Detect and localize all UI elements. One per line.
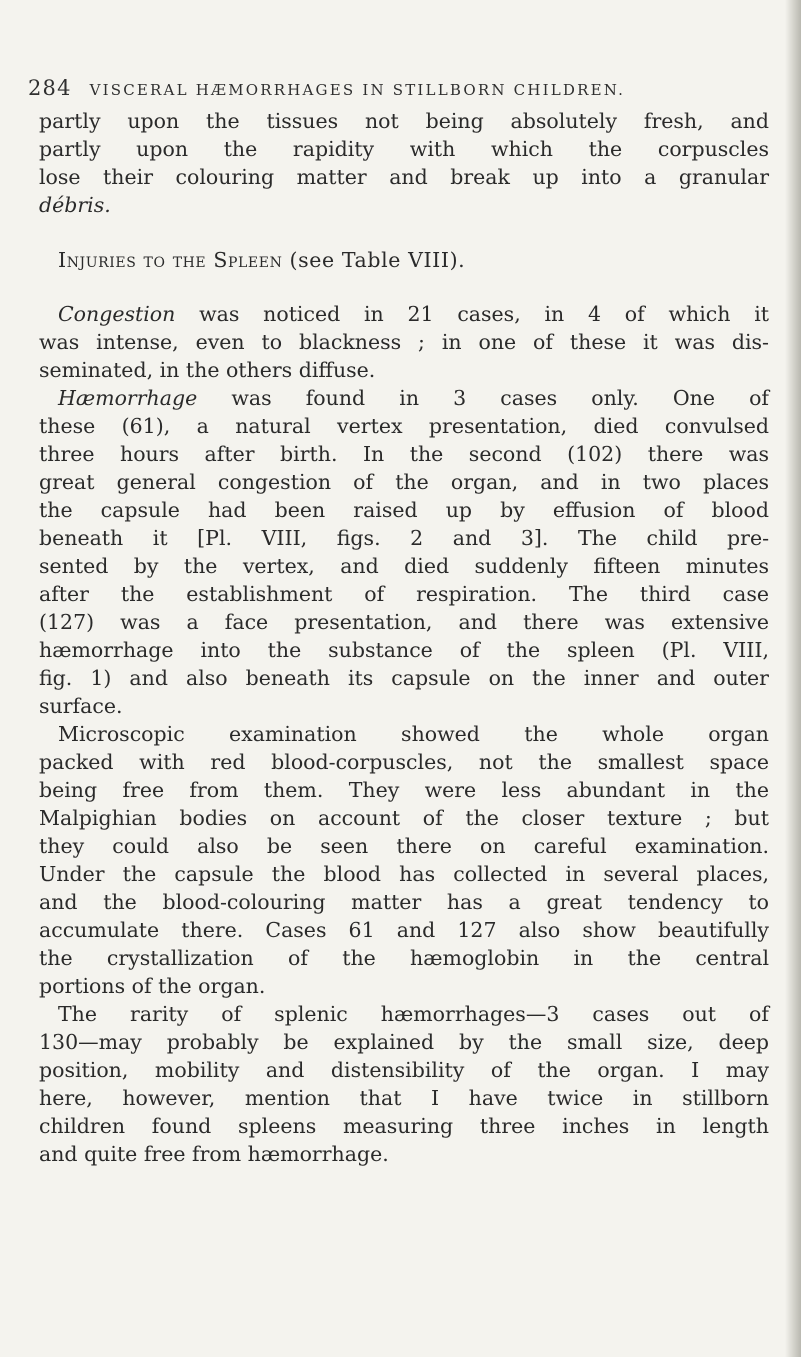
text-line: (127) was a face presentation, and there was extensive [39, 610, 769, 634]
text-line: after the establishment of respiration. The third case [39, 582, 769, 606]
section-title: Injuries to the Spleen [58, 248, 283, 272]
text-line: partly upon the rapidity with which the corpuscles [39, 137, 769, 161]
text-line: portions of the organ. [39, 974, 266, 998]
text-line: packed with red blood-corpuscles, not the smallest space [39, 750, 769, 774]
text-line: the capsule had been raised up by effusion of blood [39, 498, 769, 522]
text-line: and the blood-colouring matter has a great tendency to [39, 890, 769, 914]
page-header [28, 76, 625, 100]
text-line: fig. 1) and also beneath its capsule on the inner and outer [39, 666, 769, 690]
running-head: VISCERAL HÆMORRHAGES IN STILLBORN CHILDREN. [89, 81, 626, 99]
text-line: seminated, in the others diffuse. [39, 358, 376, 382]
text-line: children found spleens measuring three inches in length [39, 1114, 769, 1138]
term-haemorrhage: Hæmorrhage [58, 386, 198, 410]
term-congestion: Congestion [58, 302, 176, 326]
text-line: lose their colouring matter and break up into a granular [39, 165, 769, 189]
text-line: and quite free from hæmorrhage. [39, 1142, 389, 1166]
text-line: great general congestion of the organ, and in two places [39, 470, 769, 494]
text-line: débris. [39, 193, 111, 217]
text-line: Malpighian bodies on account of the closer texture ; but [39, 806, 769, 830]
text-line: 130—may probably be explained by the small size, deep [39, 1030, 769, 1054]
text-line: sented by the vertex, and died suddenly fifteen minutes [39, 554, 769, 578]
text-line: surface. [39, 694, 123, 718]
text-line: three hours after birth. In the second (102) there was [39, 442, 769, 466]
text-line: they could also be seen there on careful examination. [39, 834, 769, 858]
text-line: partly upon the tissues not being absolutely fresh, and [39, 109, 769, 133]
text-line: the crystallization of the hæmoglobin in the central [39, 946, 769, 970]
section-heading [58, 246, 465, 274]
text-line: these (61), a natural vertex presentation, died convulsed [39, 414, 769, 438]
text-line: was intense, even to blackness ; in one of these it was dis- [39, 330, 769, 354]
section-table-ref: (see Table VIII). [289, 248, 466, 272]
text-line: position, mobility and distensibility of the organ. I may [39, 1058, 769, 1082]
text-line: beneath it [Pl. VIII, figs. 2 and 3]. The child pre- [39, 526, 769, 550]
text-line: hæmorrhage into the substance of the spleen (Pl. VIII, [39, 638, 769, 662]
text-line: accumulate there. Cases 61 and 127 also show beautifully [39, 918, 769, 942]
paragraph-first-line: The rarity of splenic hæmorrhages—3 cases out of [58, 1002, 769, 1026]
page-edge-shadow [785, 0, 801, 1357]
text-line: Under the capsule the blood has collected in several places, [39, 862, 769, 886]
page-number: 284 [28, 76, 72, 100]
paragraph-first-line: Congestion was noticed in 21 cases, in 4 of which it [58, 302, 769, 326]
paragraph-first-line: Microscopic examination showed the whole organ [58, 722, 769, 746]
text-line: here, however, mention that I have twice in stillborn [39, 1086, 769, 1110]
text-line: being free from them. They were less abundant in the [39, 778, 769, 802]
paragraph-first-line: Hæmorrhage was found in 3 cases only. One of [58, 386, 769, 410]
